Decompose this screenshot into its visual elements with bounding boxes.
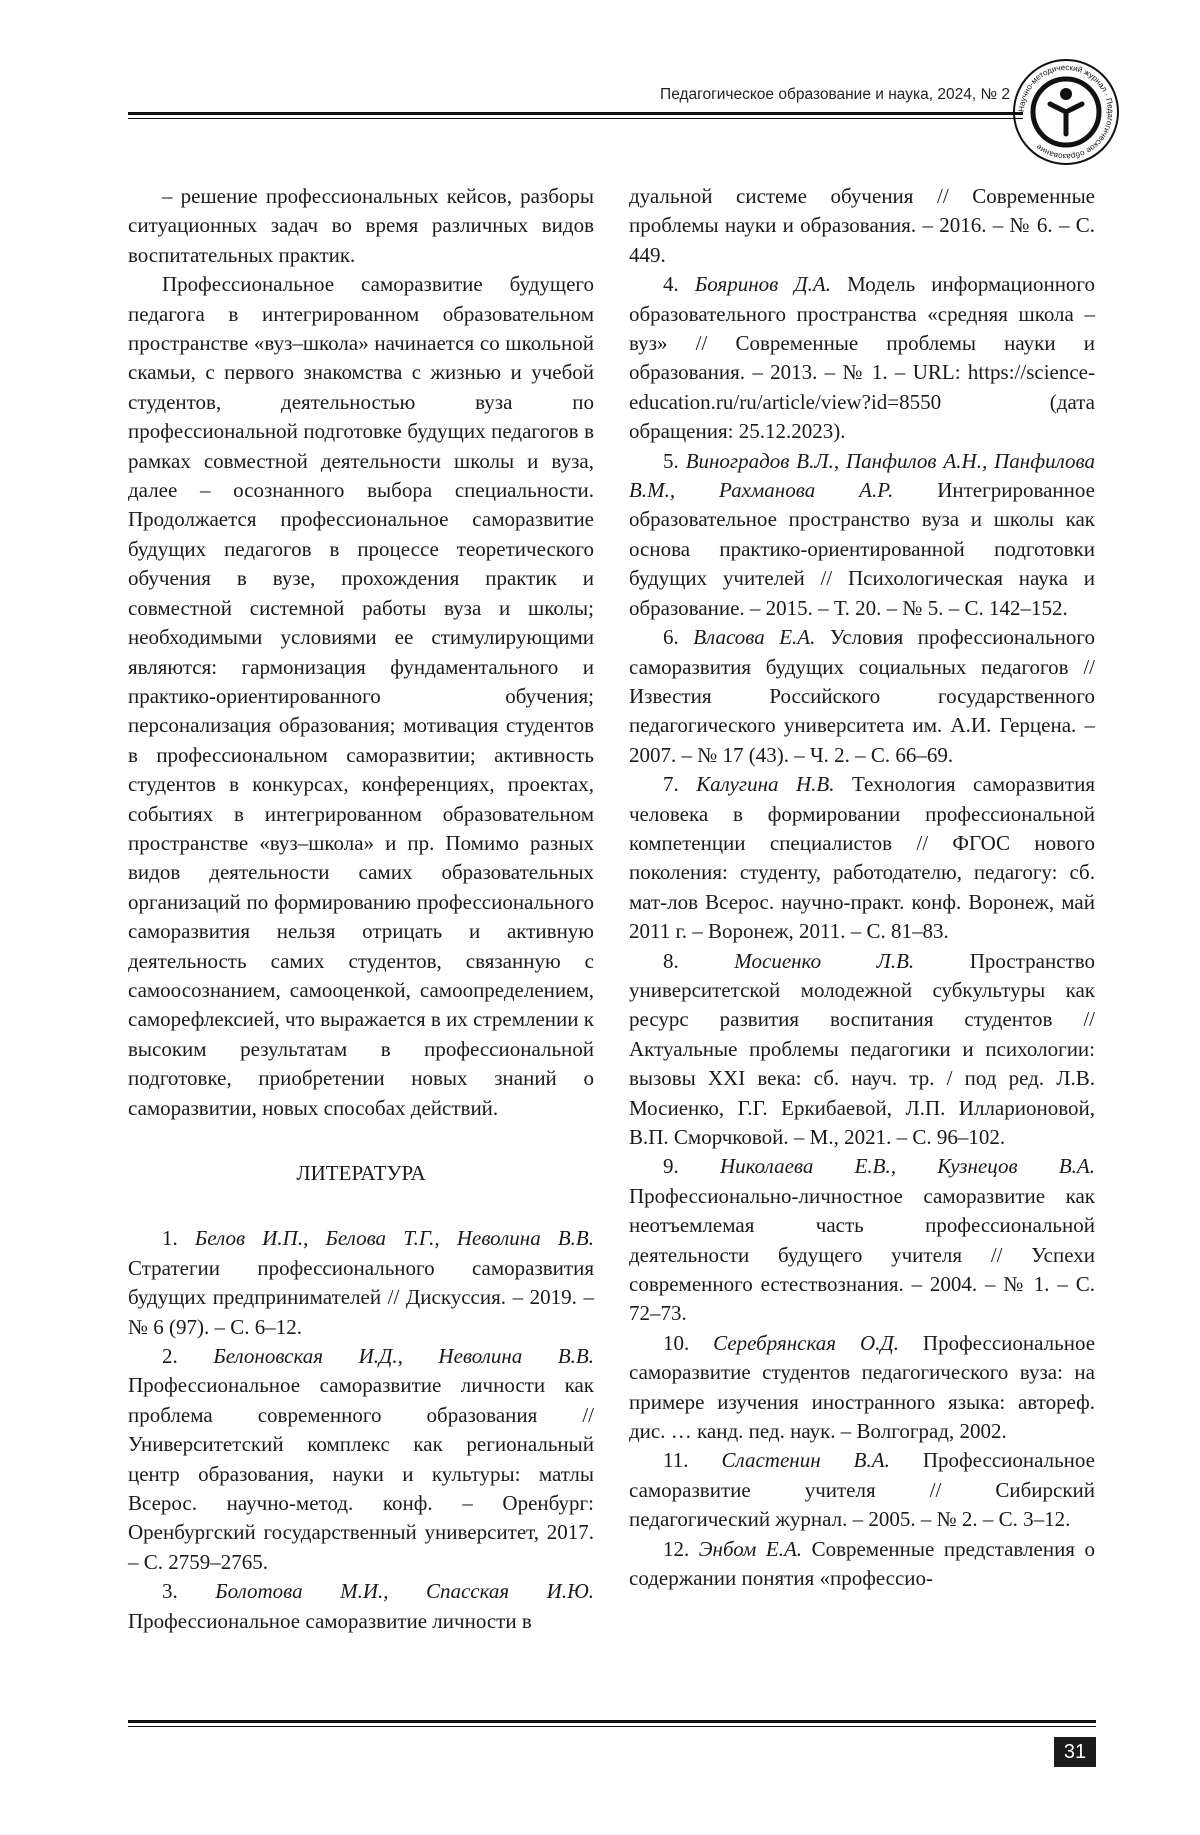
footer-rule-thin bbox=[128, 1726, 1096, 1727]
paragraph: – решение профессиональных кейсов, разборы ситуационных задач во время различных видов воспитательных практик. bbox=[128, 184, 594, 267]
literature-heading: ЛИТЕРАТУРА bbox=[296, 1161, 426, 1185]
reference-item: 3. Болотова М.И., Спасская И.Ю. Профессиональное саморазвитие личности в bbox=[128, 1579, 594, 1633]
right-column bbox=[629, 182, 1095, 1594]
paragraph: Профессиональное саморазвитие будущего педагога в интегрированном образовательном пространстве «вуз–школа» начинается со школьной скамьи, с первого знакомства с жизнью и учебой студентов, деятельностью вуза по профессиональной подготовке будущих педагогов в рамках совместной деятельности школы и вуза, далее – осознанного выбора специальности. Продолжается профессиональное саморазвитие будущих педагогов в процессе теоретического обучения в вузе, прохождения практик и совместной системной работы вуза и школы; необходимыми условиями ее стимулирующими являются: гармонизация фундаментального и практико-ориентированного обучения; персонализация образования; мотивация студентов в профессиональном саморазвитии; активность студентов в конкурсах, конференциях, проектах, событиях в интегрированном образовательном пространстве «вуз–школа» и пр. Помимо разных видов деятельности самих образовательных организаций по формированию профессионального саморазвития нельзя отрицать и активную деятельность самих студентов, связанную с самоосознанием, самооценкой, самоопределением, саморефлексией, что выражается в их стремлении к высоким результатам в профессиональной подготовке, приобретении новых знаний о саморазвитии, новых способах действий. bbox=[128, 272, 594, 1120]
reference-item: 5. Виноградов В.Л., Панфилов А.Н., Панфилова В.М., Рахманова А.Р. Интегрированное образовательное пространство вуза и школы как основа практико-ориентированной подготовки будущих учителей // Психологическая наука и образование. – 2015. – Т. 20. – № 5. – С. 142–152. bbox=[629, 448, 1096, 620]
reference-item: 9. Николаева Е.В., Кузнецов В.А. Профессионально-личностное саморазвитие как неотъемлемая часть профессиональной деятельности будущего учителя // Успехи современного естествознания. – 2004. – № 1. – С. 72–73. bbox=[629, 1154, 1095, 1326]
reference-continuation: дуальной системе обучения // Современные проблемы науки и образования. – 2016. – № 6. – С. 449. bbox=[629, 184, 1095, 267]
reference-item: 11. Сластенин В.А. Профессиональное саморазвитие учителя // Сибирский педагогический журнал. – 2005. – № 2. – С. 3–12. bbox=[629, 1448, 1096, 1532]
page-number: 31 bbox=[1054, 1737, 1096, 1767]
reference-item: 4. Бояринов Д.А. Модель информационного образовательного пространства «средняя школа – вуз» // Современные проблемы науки и образования. – 2013. – № 1. – URL: https://science-education.ru/ru/article/view?id=8550 (дата обращения: 25.12.2023). bbox=[629, 272, 1096, 444]
journal-logo-icon bbox=[1010, 56, 1122, 168]
journal-header: Педагогическое образование и наука, 2024, № 2 bbox=[660, 86, 1010, 103]
reference-item: 1. Белов И.П., Белова Т.Г., Неволина В.В. Стратегии профессионального саморазвития будущих предпринимателей // Дискуссия. – 2019. – № 6 (97). – С. 6–12. bbox=[128, 1226, 595, 1339]
left-column bbox=[128, 182, 594, 1636]
logo-label: Научно-методический журнал · Педагогическое образование bbox=[1016, 62, 1116, 162]
reference-item: 7. Калугина Н.В. Технология саморазвития человека в формировании профессиональной компетенции специалистов // ФГОС нового поколения: студенту, работодателю, педагогу: сб. мат-лов Всерос. научно-практ. конф. Воронеж, май 2011 г. – Воронеж, 2011. – С. 81–83. bbox=[629, 772, 1095, 944]
reference-item: 10. Серебрянская О.Д. Профессиональное саморазвитие студентов педагогического вуза: на примере изучения иностранного языка: автореф. дис. … канд. пед. наук. – Волгоград, 2002. bbox=[629, 1330, 1096, 1444]
footer-rule bbox=[128, 1720, 1096, 1723]
header-rule bbox=[128, 112, 1023, 115]
reference-item: 2. Белоновская И.Д., Неволина В.В. Профессиональное саморазвитие личности как проблема современного образования // Университетский комплекс как региональный центр образования, науки и культуры: матлы Всерос. научно-метод. конф. – Оренбург: Оренбургский государственный университет, 2017. – С. 2759–2765. bbox=[128, 1344, 595, 1574]
reference-item: 6. Власова Е.А. Условия профессионального саморазвития будущих социальных педагогов // Известия Российского государственного педагогического университета им. А.И. Герцена. – 2007. – № 17 (43). – Ч. 2. – С. 66–69. bbox=[629, 625, 1096, 767]
header-rule-thin bbox=[128, 118, 1023, 119]
reference-item: 8. Мосиенко Л.В. Пространство университетской молодежной субкультуры как ресурс развития воспитания студентов // Актуальные проблемы педагогики и психологии: вызовы XXI века: сб. науч. тр. / под ред. Л.В. Мосиенко, Г.Г. Еркибаевой, Л.П. Илларионовой, В.П. Сморчковой. – М., 2021. – С. 96–102. bbox=[629, 948, 1095, 1149]
reference-item: 12. Энбом Е.А. Современные представления о содержании понятия «профессио- bbox=[629, 1536, 1095, 1591]
